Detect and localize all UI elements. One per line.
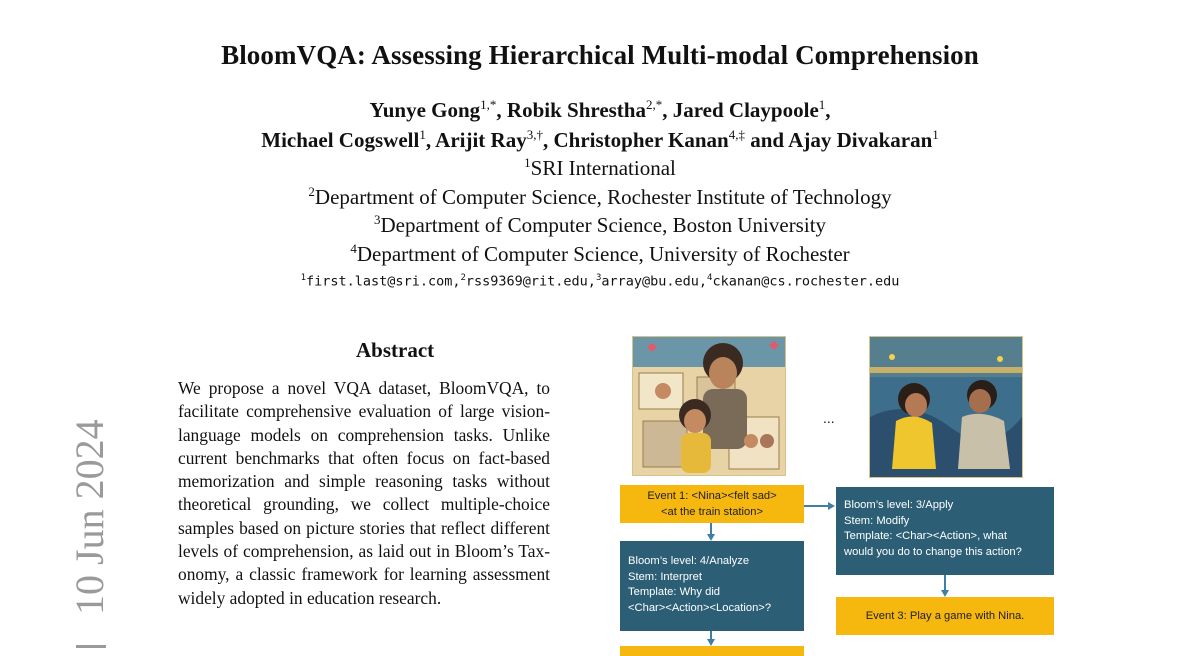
arrow-head-down [707, 534, 715, 541]
arrow-head-down [941, 590, 949, 597]
author-separator: , [825, 98, 831, 122]
author-list-line-1 [0, 97, 1200, 123]
box-line: Bloom’s level: 3/Apply [844, 499, 954, 511]
author-affil-mark: 1 [932, 127, 939, 142]
author-separator: , [496, 98, 507, 122]
event-1-line: Event 1: <Nina><felt sad> [647, 490, 777, 502]
stamp-bar [76, 645, 106, 648]
email-address[interactable]: rss9369@rit.edu, [465, 273, 596, 290]
arxiv-side-stamp [30, 419, 112, 648]
arrow-line [944, 575, 946, 591]
event-2-box-partial [620, 646, 804, 656]
arrow-head-down [707, 639, 715, 646]
figure-bloom-taxonomy-example [600, 330, 1070, 648]
author-affil-mark: 1 [818, 97, 826, 112]
arrow-head-right [828, 502, 835, 510]
email-address[interactable]: ckanan@cs.rochester.edu [712, 273, 900, 290]
abstract-body: We propose a novel VQA dataset, BloomVQA, to facilitate comprehensive evaluation of large vision-language models on comprehension tasks. Unlike current benchmarks that often focus on fact-based memorization and simple reasoning tasks without theoretical grounding, we collect multiple-choice samples based on picture stories that reflect different levels of comprehension, as laid out in Bloom’s Taxonomy, a classic framework for learning assessment widely adopted in education research. [178, 378, 550, 608]
author-separator: , [425, 128, 436, 152]
author-separator: , [542, 128, 554, 152]
email-address[interactable]: first.last@sri.com, [306, 273, 461, 290]
arxiv-date: 10 Jun 2024 [67, 419, 112, 615]
illustration-1-graphic [633, 337, 785, 475]
email-mark: 3 [595, 273, 602, 283]
affiliation-mark: 2 [308, 184, 315, 199]
ellipsis: ... [823, 410, 835, 426]
author-name: Robik Shrestha [506, 98, 646, 122]
box-line: would you do to change this action? [844, 545, 1022, 558]
email-mark: 1 [300, 273, 307, 283]
bloom-level-apply-box [836, 487, 1054, 575]
illustration-2-graphic [870, 337, 1022, 477]
author-affil-mark: 3,† [526, 127, 543, 142]
author-name: Jared Claypoole [672, 98, 819, 122]
author-emails [0, 273, 1200, 290]
affiliation-mark: 3 [373, 212, 381, 227]
event-1-box [620, 485, 804, 523]
box-line: Template: <Char><Action>, what [844, 530, 1007, 543]
affiliation-1 [0, 155, 1200, 181]
author-name: Arijit Ray [435, 128, 527, 152]
box-line: Template: Why did [628, 586, 721, 599]
affiliation-text: SRI International [530, 156, 676, 180]
paper-title: BloomVQA: Assessing Hierarchical Multi-modal Comprehension [221, 40, 979, 70]
box-line: Stem: Interpret [628, 570, 702, 583]
affiliation-text: Department of Computer Science, Boston University [380, 213, 827, 237]
author-name: Ajay Divakaran [788, 128, 933, 152]
email-mark: 4 [707, 273, 713, 283]
author-list-line-2 [0, 127, 1200, 153]
story-illustration-1 [632, 336, 786, 476]
affiliation-3 [0, 212, 1200, 238]
box-line: Bloom’s level: 4/Analyze [628, 555, 750, 567]
event-3-box: Event 3: Play a game with Nina. [836, 597, 1054, 635]
story-illustration-2 [869, 336, 1023, 478]
author-separator: and [744, 128, 789, 152]
affiliation-mark: 1 [524, 155, 531, 170]
author-affil-mark: 1 [419, 127, 426, 142]
affiliation-4 [0, 241, 1200, 267]
affiliation-mark: 4 [350, 241, 357, 256]
arrow-line [804, 505, 828, 507]
abstract-heading: Abstract [356, 338, 435, 362]
author-name: Christopher Kanan [553, 128, 729, 152]
email-address[interactable]: array@bu.edu, [601, 273, 708, 290]
affiliation-2 [0, 184, 1200, 210]
event-1-line: <at the train station> [661, 505, 763, 518]
affiliation-text: Department of Computer Science, Rochester Institute of Technology [314, 185, 892, 209]
author-name: Yunye Gong [369, 98, 481, 122]
author-separator: , [662, 98, 673, 122]
author-affil-mark: 1,* [480, 97, 497, 112]
author-affil-mark: 2,* [645, 97, 663, 112]
box-line: <Char><Action><Location>? [628, 601, 772, 614]
bloom-level-analyze-box [620, 541, 804, 631]
email-mark: 2 [460, 273, 466, 283]
box-line: Stem: Modify [844, 514, 910, 527]
author-affil-mark: 4,‡ [728, 127, 745, 142]
affiliation-text: Department of Computer Science, University of Rochester [356, 242, 850, 266]
author-name: Michael Cogswell [261, 128, 420, 152]
